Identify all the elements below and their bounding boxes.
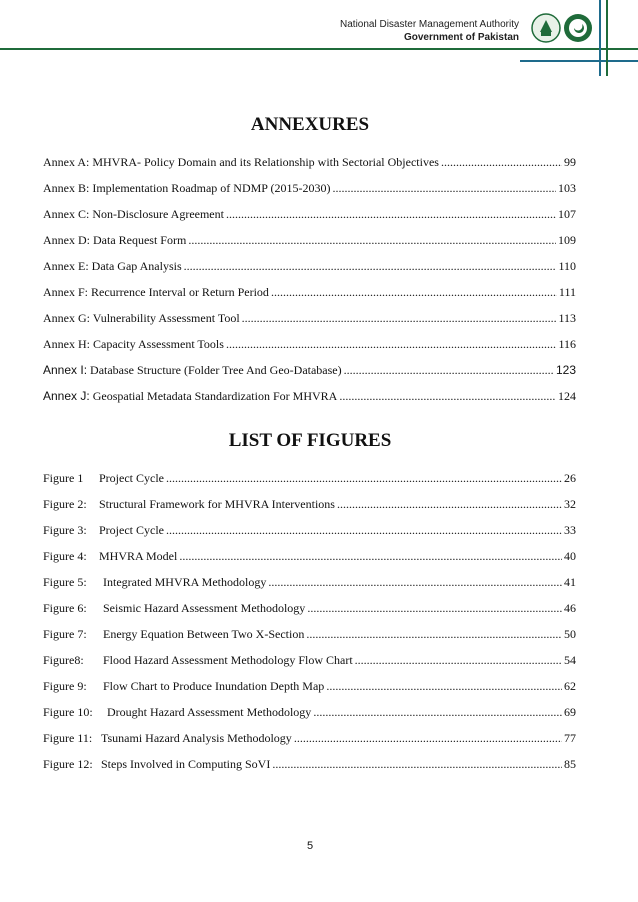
toc-entry-figure-10[interactable]: Figure 10: Drought Hazard Assessment Methodology ..... 69	[43, 704, 576, 720]
toc-entry-figure-1[interactable]: Figure 1 Project Cycle ..... 26	[43, 470, 576, 486]
toc-entry-annex-a[interactable]: Annex A: MHVRA- Policy Domain and its Relationship with Sectorial Objectives ..... 99	[43, 154, 576, 170]
toc-entry-figure-11[interactable]: Figure 11: Tsunami Hazard Analysis Methodology ..... 77	[43, 730, 576, 746]
header-org-name: National Disaster Management Authority	[340, 19, 519, 30]
toc-entry-annex-g[interactable]: Annex G: Vulnerability Assessment Tool ..... 113	[43, 310, 576, 326]
toc-entry-figure-12[interactable]: Figure 12: Steps Involved in Computing SoVI ..... 85	[43, 756, 576, 772]
vertical-rule-right	[606, 0, 608, 76]
page-number: 5	[306, 840, 314, 852]
toc-entry-annex-h[interactable]: Annex H: Capacity Assessment Tools ..... 116	[43, 336, 576, 352]
toc-entry-annex-c[interactable]: Annex C: Non-Disclosure Agreement ..... 107	[43, 206, 576, 222]
toc-entry-annex-d[interactable]: Annex D: Data Request Form ..... 109	[43, 232, 576, 248]
toc-entry-annex-e[interactable]: Annex E: Data Gap Analysis ..... 110	[43, 258, 576, 274]
toc-entry-annex-f[interactable]: Annex F: Recurrence Interval or Return Period ..... 111	[43, 284, 576, 300]
toc-entry-annex-j[interactable]: Annex J: Geospatial Metadata Standardization For MHVRA ..... 124	[43, 388, 576, 404]
toc-entry-annex-i[interactable]: Annex I: Database Structure (Folder Tree And Geo-Database) ..... 123	[43, 362, 576, 378]
toc-entry-figure-6[interactable]: Figure 6: Seismic Hazard Assessment Methodology ..... 46	[43, 600, 576, 616]
figures-title: LIST OF FIGURES	[228, 430, 392, 451]
toc-entry-figure-4[interactable]: Figure 4: MHVRA Model ..... 40	[43, 548, 576, 564]
toc-entry-figure-7[interactable]: Figure 7: Energy Equation Between Two X-Section ..... 50	[43, 626, 576, 642]
toc-entry-figure-3[interactable]: Figure 3: Project Cycle ..... 33	[43, 522, 576, 538]
figures-list	[43, 0, 576, 780]
toc-entry-figure-9[interactable]: Figure 9: Flow Chart to Produce Inundation Depth Map ..... 62	[43, 678, 576, 694]
toc-entry-figure-5[interactable]: Figure 5: Integrated MHVRA Methodology ..... 41	[43, 574, 576, 590]
vertical-rule-left	[599, 0, 601, 76]
toc-entry-figure-2[interactable]: Figure 2: Structural Framework for MHVRA Interventions ..... 32	[43, 496, 576, 512]
toc-entry-annex-b[interactable]: Annex B: Implementation Roadmap of NDMP (2015-2030) ..... 103	[43, 180, 576, 196]
toc-entry-figure-8[interactable]: Figure8: Flood Hazard Assessment Methodology Flow Chart ..... 54	[43, 652, 576, 668]
annexures-title: ANNEXURES	[250, 114, 370, 135]
header-government: Government of Pakistan	[403, 32, 519, 43]
